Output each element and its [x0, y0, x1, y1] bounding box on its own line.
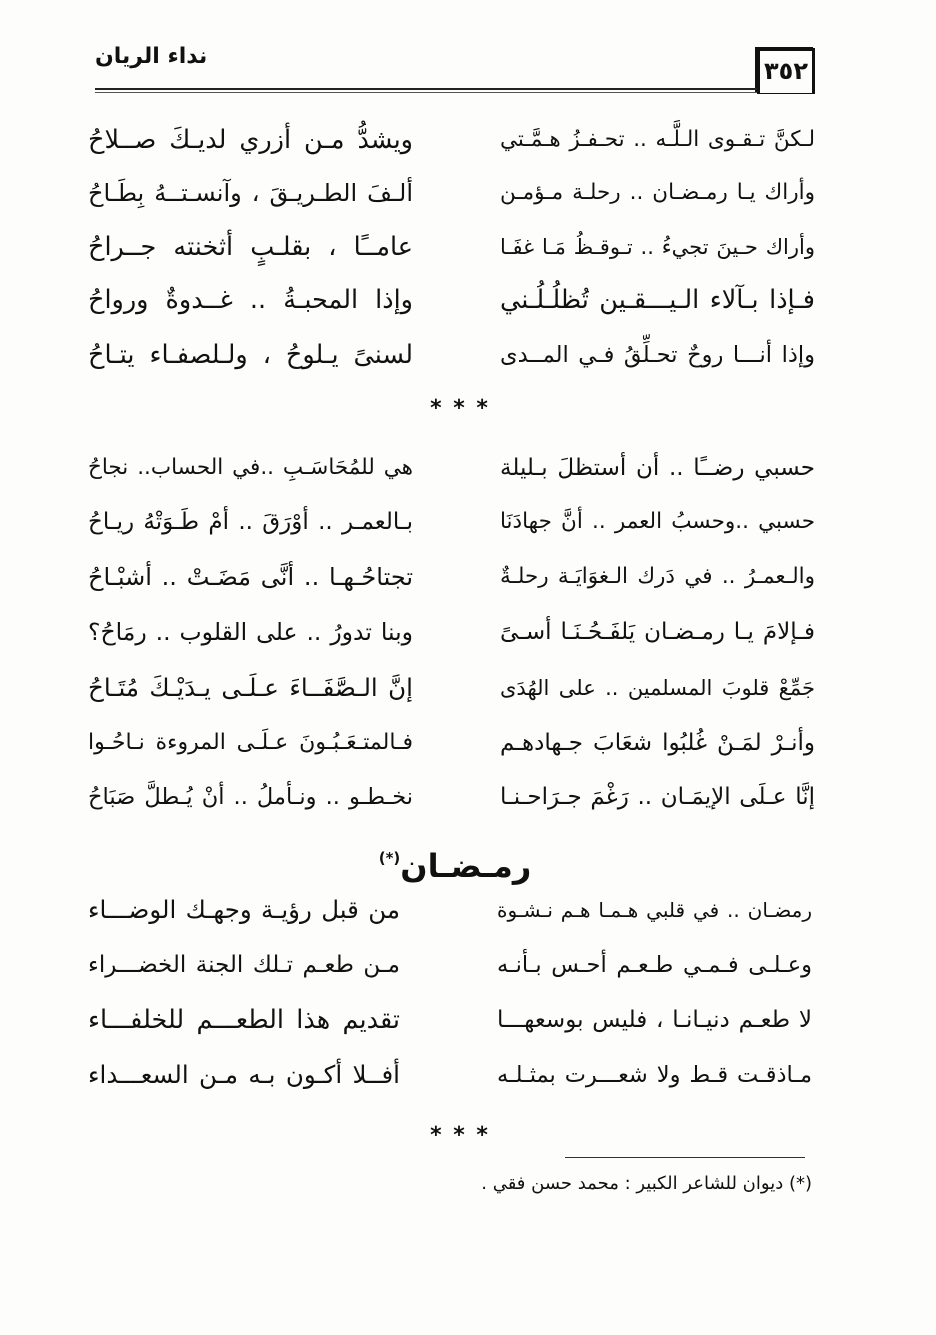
- verse-row: [88, 118, 815, 162]
- running-title: نداء الريان: [95, 44, 208, 69]
- verse-row: [88, 998, 812, 1042]
- verse-second-hemistich: من قبل رؤيـة وجهـك الوضـــاء: [88, 895, 400, 924]
- verse-first-hemistich: حسبي ..وحسبُ العمر .. أنَّ جهادَنَا: [500, 509, 815, 534]
- verse-row: [88, 721, 815, 765]
- verse-first-hemistich: لـكنَّ تـقـوى الـلَّـه .. تحـفـزُ هـمَّـتي: [500, 127, 815, 152]
- verse-second-hemistich: بـالعمـر .. أوْرَقَ .. أمْ طَـوَتْهُ ريـاحُ: [88, 509, 413, 535]
- verse-first-hemistich: والـعمـرُ .. في دَرك الـغوَايَـة رحلـةٌ: [500, 564, 815, 589]
- page-number: ٣٥٢: [764, 57, 808, 85]
- verse-row: [88, 171, 815, 215]
- verse-first-hemistich: رمضـان .. في قلبي هـمـا هـم نـشـوة: [497, 898, 812, 922]
- verse-first-hemistich: فـإلامَ يـا رمـضـان يَلفَـحُـنَـا أسـىً: [500, 619, 815, 645]
- verse-second-hemistich: ألـفَ الطـريـقَ ، وآنسـتــهُ بِطَـاحُ: [88, 179, 413, 207]
- verse-second-hemistich: إنَّ الـصَّفَــاءَ عـلَـى يـدَيْـكَ مُتَـاحُ: [88, 673, 413, 702]
- verse-row: [88, 888, 812, 932]
- verse-row: [88, 225, 815, 269]
- verse-first-hemistich: فـإذا بـآلاء الـيـــقـين تُظلُـلُـني: [500, 285, 815, 315]
- verse-first-hemistich: وأراك حـينَ تجيءُ .. تـوقـظُ مَـا غفَـا: [500, 235, 815, 259]
- poem-title-text: رمـضـان: [400, 847, 532, 885]
- verse-second-hemistich: مـن طعـم تـلك الجنة الخضـــراء: [88, 952, 400, 978]
- footnote-text: (*) ديوان للشاعر الكبير : محمد حسن فقي .: [481, 1173, 812, 1194]
- verse-row: [88, 775, 815, 819]
- verse-row: [88, 278, 815, 322]
- verse-second-hemistich: وبنا تدورُ .. على القلوب .. رمَاحُ؟: [88, 618, 413, 646]
- verse-second-hemistich: هي للمُحَاسَـبِ ..في الحساب.. نجاحُ: [88, 455, 413, 480]
- footnote-marker: (*): [378, 849, 401, 867]
- verse-first-hemistich: لا طعـم دنيـانـا ، فليس بوسعهـــا: [497, 1007, 812, 1033]
- verse-row: [88, 943, 812, 987]
- verse-first-hemistich: وأنـرْ لمَـنْ غُلبُوا شعَابَ جـهادهـم: [500, 730, 815, 756]
- verse-row: [88, 1053, 812, 1097]
- verse-row: [88, 446, 815, 490]
- verse-row: [88, 666, 815, 710]
- verse-first-hemistich: مـاذقـت قـط ولا شعـــرت بمثـلـه: [497, 1062, 812, 1088]
- verse-first-hemistich: إنَّا عـلَى الإيمَـان .. رَغْمَ جـرَاحـنـا: [500, 784, 815, 810]
- verse-second-hemistich: فـالمتـعَـبُـونَ عـلَـى المروءة نـاحُـوا: [88, 730, 413, 755]
- verse-row: [88, 555, 815, 599]
- verse-first-hemistich: وعـلـى فـمـي طـعـم أحـس بـأنـه: [497, 952, 812, 978]
- verse-row: [88, 610, 815, 654]
- separator-stars: * * *: [430, 1123, 490, 1148]
- verse-row: [88, 500, 815, 544]
- verse-second-hemistich: نخـطـو .. ونـأملُ .. أنْ يُـطلَّ صَبَاحُ: [88, 784, 413, 810]
- verse-second-hemistich: لسنىً يـلوحُ ، ولـلصفـاء يتـاحُ: [88, 340, 413, 370]
- verse-second-hemistich: وإذا المحبـةُ .. غــدوةٌ ورواحُ: [88, 285, 413, 315]
- verse-first-hemistich: جَمِّعْ قلوبَ المسلمين .. على الهُدَى: [500, 676, 815, 700]
- verse-row: [88, 333, 815, 377]
- verse-first-hemistich: وأراك يـا رمـضـان .. رحلـة مـؤمـن: [500, 180, 815, 205]
- verse-first-hemistich: حسبي رضــًا .. أن أستظلَ بـليلة: [500, 455, 815, 481]
- verse-second-hemistich: تقديم هذا الطعـــم للخلفـــاء: [88, 1005, 400, 1035]
- verse-second-hemistich: عامــًا ، بقلـبٍ أثخنته جــراحُ: [88, 232, 413, 262]
- verse-first-hemistich: وإذا أنـــا روحٌ تحـلِّقُ فـي المــدى: [500, 342, 815, 368]
- separator-stars: * * *: [430, 396, 490, 421]
- verse-second-hemistich: تجتاحُـهـا .. أنَّى مَضَـتْ .. أشبْـاحُ: [88, 563, 413, 591]
- header-rule: [95, 88, 757, 93]
- verse-second-hemistich: ويشدُّ مـن أزري لديـكَ صــلاحُ: [88, 125, 413, 155]
- verse-second-hemistich: أفــلا أكـون بـه مـن السعـــداء: [88, 1060, 400, 1089]
- page-number-box: [757, 48, 815, 94]
- poem-title: [330, 834, 580, 885]
- footnote-rule: [565, 1157, 805, 1158]
